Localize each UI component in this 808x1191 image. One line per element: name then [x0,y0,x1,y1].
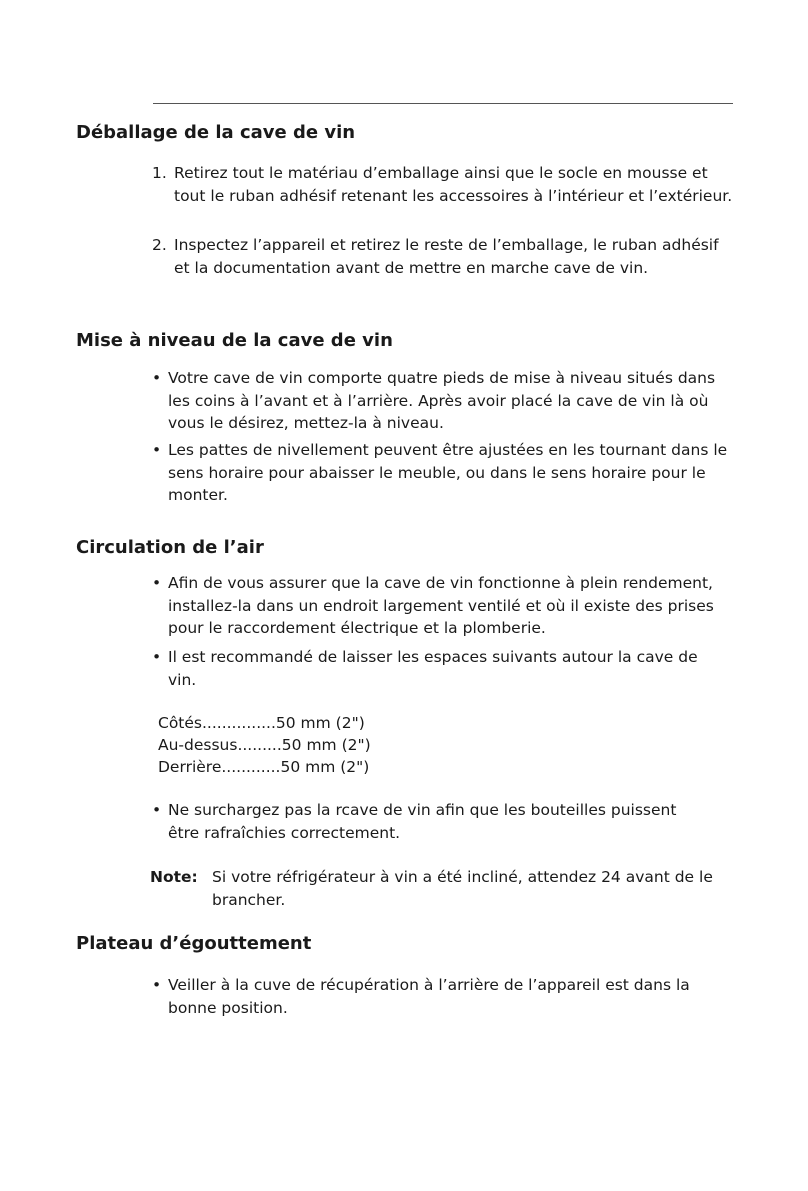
section-title-drip: Plateau d’égouttement [76,933,312,954]
list-item: Les pattes de nivellement peuvent être ajustées en les tournant dans le sens horaire pour abaisser le meuble, ou dans le sens horaire pour le monter. [168,441,728,504]
list-item: Inspectez l’appareil et retirez le reste de l’emballage, le ruban adhésif et la documentation avant de mettre en marche cave de vin. [174,236,719,277]
header-rule [153,103,733,104]
list-marker: 2. [152,236,167,254]
bullet: • [152,574,162,592]
clearance-top: Au-dessus.........50 mm (2") [158,736,371,754]
list-item: Il est recommandé de laisser les espaces suivants autour la cave de vin. [168,648,698,689]
list-item: Afin de vous assurer que la cave de vin fonctionne à plein rendement, installez-la dans un endroit largement ventilé et où il existe des prises pour le raccordement électrique et la plomberie. [168,574,714,637]
note-text-body: Si votre réfrigérateur à vin a été incliné, attendez 24 avant de le brancher. [212,868,713,909]
bullet: • [152,976,162,994]
bullet: • [152,369,162,387]
list-item: Retirez tout le matériau d’emballage ainsi que le socle en mousse et tout le ruban adhésif retenant les accessoires à l’intérieur et l’extérieur. [174,164,733,205]
list-item: Ne surchargez pas la rcave de vin afin que les bouteilles puissent être rafraîchies correctement. [168,801,677,842]
note-text [150,866,735,911]
bullet: • [152,441,162,459]
section-title-unpacking: Déballage de la cave de vin [76,122,356,143]
list-item: Votre cave de vin comporte quatre pieds de mise à niveau situés dans les coins à l’avant et à l’arrière. Après avoir placé la cave de vin là où vous le désirez, mettez-la à niveau. [168,369,716,432]
list-marker: 1. [152,164,167,182]
bullet: • [152,648,162,666]
clearance-back: Derrière............50 mm (2") [158,758,370,776]
clearance-sides: Côtés...............50 mm (2") [158,714,365,732]
note-label: Note: [150,868,198,886]
list-item: Veiller à la cuve de récupération à l’arrière de l’appareil est dans la bonne position. [168,976,690,1017]
bullet: • [152,801,162,819]
section-title-leveling: Mise à niveau de la cave de vin [76,330,393,351]
section-title-air: Circulation de l’air [76,537,264,558]
